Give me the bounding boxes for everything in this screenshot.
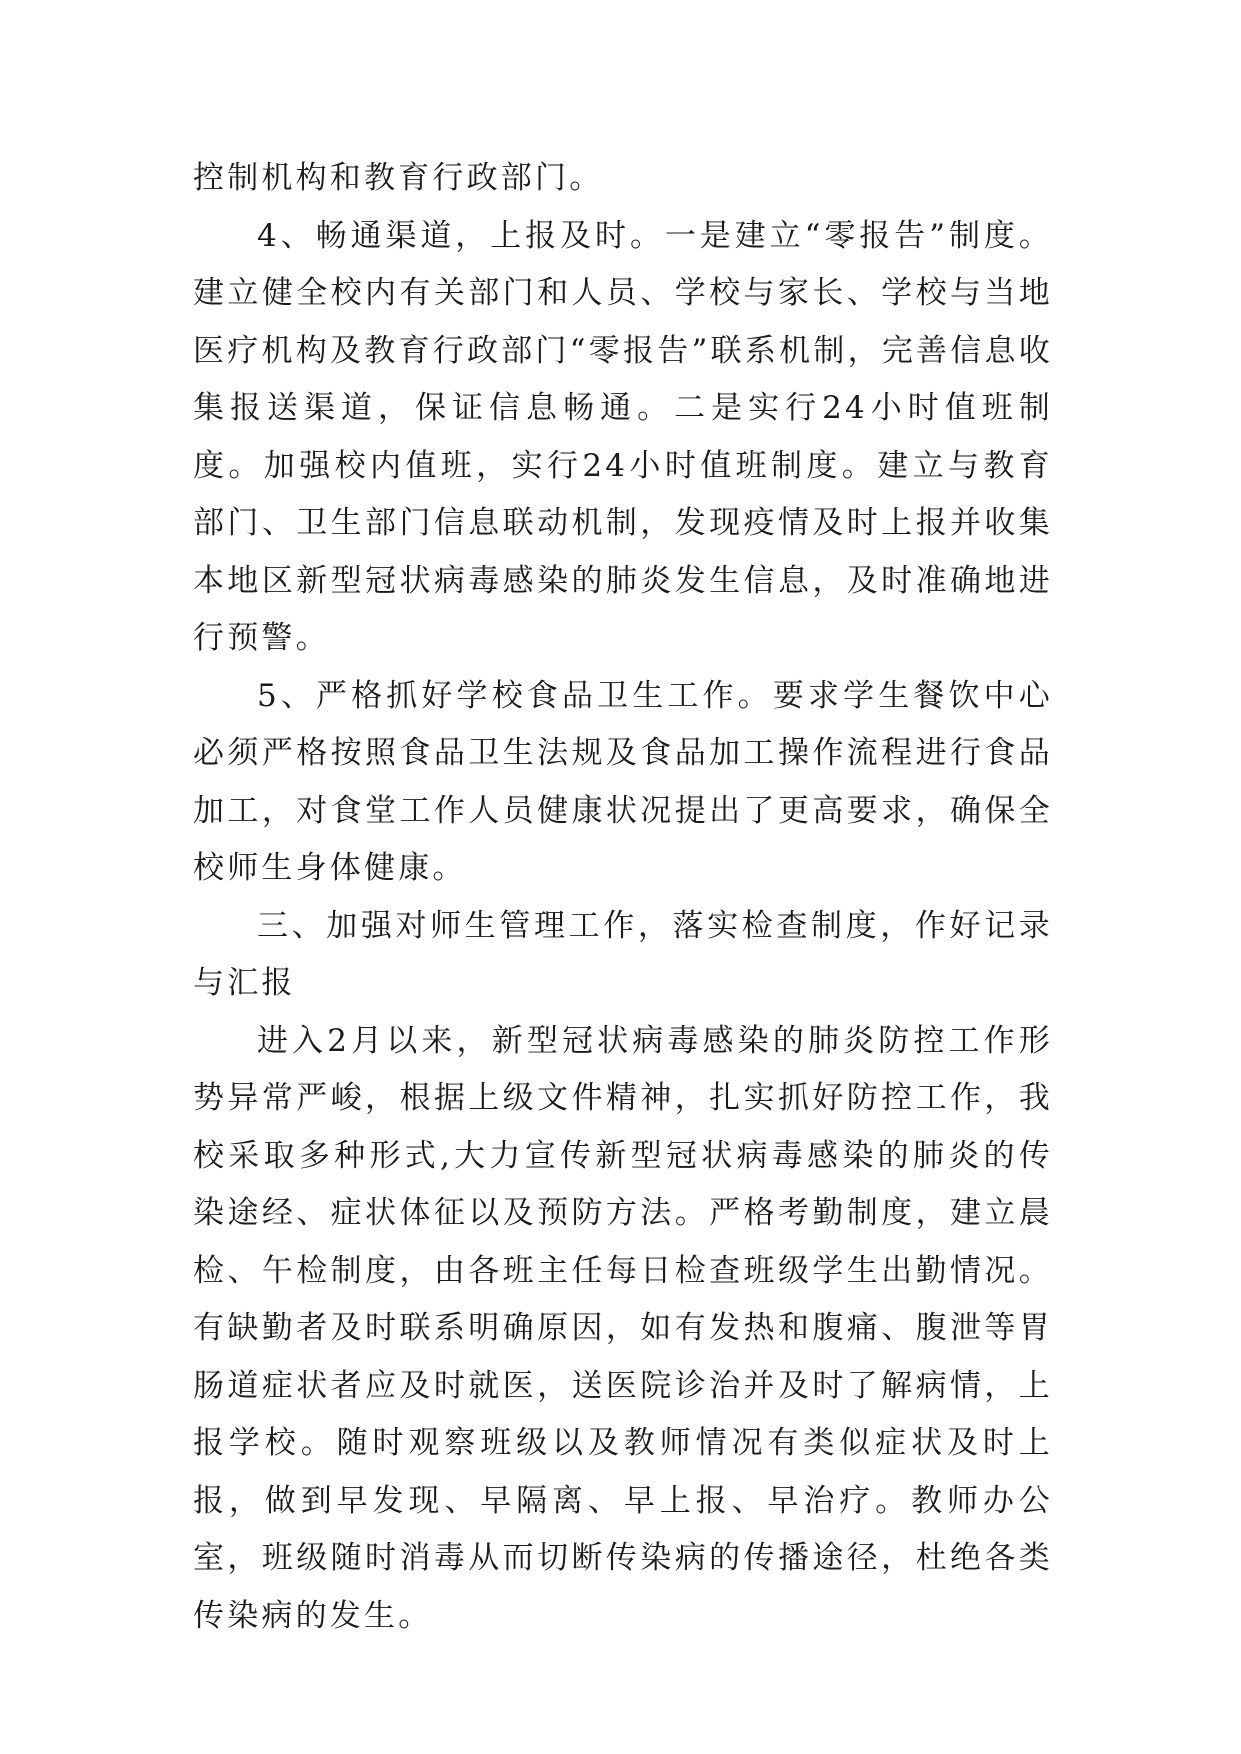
paragraph-2: 4、畅通渠道，上报及时。一是建立“零报告”制度。建立健全校内有关部门和人员、学校与家长、学校与当地医疗机构及教育行政部门“零报告”联系机制，完善信息收集报送渠道，保证信息畅通。二是实行24小时值班制度。加强校内值班，实行24小时值班制度。建立与教育部门、卫生部门信息联动机制，发现疫情及时上报并收集本地区新型冠状病毒感染的肺炎发生信息，及时准确地进行预警。: [193, 217, 1053, 656]
paragraph-5: 进入2月以来，新型冠状病毒感染的肺炎防控工作形势异常严峻，根据上级文件精神，扎实抓好防控工作，我校采取多种形式,大力宣传新型冠状病毒感染的肺炎的传染途经、症状体征以及预防方法。严格考勤制度，建立晨检、午检制度，由各班主任每日检查班级学生出勤情况。有缺勤者及时联系明确原因，如有发热和腹痛、腹泄等胃肠道症状者应及时就医，送医院诊治并及时了解病情，上报学校。随时观察班级以及教师情况有类似症状及时上报，做到早发现、早隔离、早上报、早治疗。教师办公室，班级随时消毒从而切断传染病的传播途径，杜绝各类传染病的发生。: [193, 1022, 1053, 1634]
paragraph-1: 控制机构和教育行政部门。: [193, 160, 604, 196]
section-heading: 三、加强对师生管理工作，落实检查制度，作好记录与汇报: [193, 907, 1053, 1001]
paragraph-3: 5、严格抓好学校食品卫生工作。要求学生餐饮中心必须严格按照食品卫生法规及食品加工操作流程进行食品加工，对食堂工作人员健康状况提出了更高要求，确保全校师生身体健康。: [193, 677, 1053, 886]
document-body: [193, 150, 1053, 1645]
